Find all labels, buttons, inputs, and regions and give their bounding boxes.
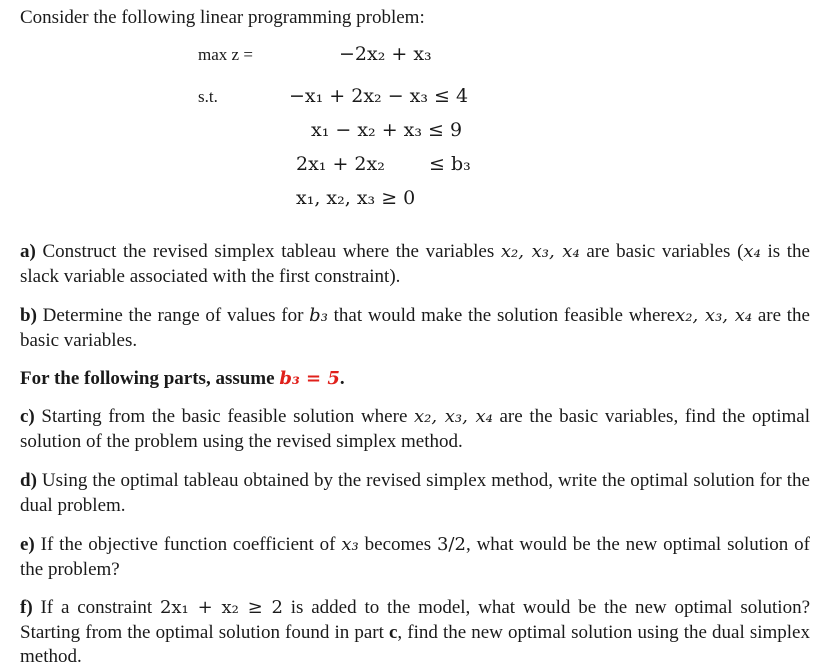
part-b-text-2: that would make the solution feasible where — [327, 305, 676, 326]
part-c-text-2: are the basic variables, find the optimal solution of the problem using the revised simplex method. — [20, 406, 811, 452]
assumption-value: b₃ = 5 — [279, 368, 340, 389]
part-b-vars: x₂, x₃, x₄ — [675, 305, 753, 326]
part-a-text-3: is the slack variable associated with the first constraint). — [20, 241, 810, 287]
part-f-text-3: , find the new optimal solution using the dual simplex method. — [20, 621, 810, 667]
objective-label: max z = — [198, 45, 253, 64]
part-f-part-ref: c — [388, 621, 398, 643]
part-a — [20, 240, 810, 289]
lp-model — [0, 0, 835, 220]
part-e-label: e) — [20, 534, 35, 555]
part-d-text: Using the optimal tableau obtained by the revised simplex method, write the optimal solution for the dual problem. — [20, 470, 810, 516]
part-e-value: 3/2 — [436, 534, 466, 555]
part-f-constraint: 2x₁ + x₂ ≥ 2 — [159, 597, 283, 618]
part-a-text-2: are basic variables ( — [579, 241, 744, 262]
part-a-label: a) — [20, 241, 36, 262]
constraint-3-lhs: 2x₁ + 2x₂ — [296, 153, 385, 175]
assumption-text: For the following parts, assume — [20, 368, 280, 389]
problem-intro: Consider the following linear programming problem: — [20, 7, 425, 28]
constraint-1: −x₁ + 2x₂ − x₃ ≤ 4 — [289, 85, 469, 107]
constraint-3-rhs: ≤ b₃ — [429, 153, 471, 175]
part-a-vars: x₂, x₃, x₄ — [500, 241, 580, 262]
part-f — [20, 596, 810, 670]
part-d — [20, 469, 810, 518]
objective-function: −2x₂ + x₃ — [339, 43, 432, 65]
part-d-label: d) — [20, 470, 37, 491]
part-a-x4: x₄ — [743, 241, 761, 262]
part-c-label: c) — [20, 406, 35, 427]
part-b-text-3: are the basic variables. — [20, 305, 810, 351]
part-e-text-3: , what would be the new optimal solution of the problem? — [20, 534, 810, 580]
part-e-x3: x₃ — [341, 534, 359, 555]
subject-to-label: s.t. — [198, 87, 218, 106]
part-e — [20, 533, 810, 582]
part-f-text-1: If a constraint — [32, 597, 160, 618]
nonnegativity-constraint: x₁, x₂, x₃ ≥ 0 — [296, 187, 416, 209]
part-e-text-1: If the objective function coefficient of — [34, 534, 342, 555]
part-e-text-2: becomes — [358, 534, 437, 555]
part-f-text-2: is added to the model, what would be the new optimal solution? Starting from the optimal solution found in part — [20, 597, 810, 643]
part-b — [20, 304, 810, 353]
constraint-2: x₁ − x₂ + x₃ ≤ 9 — [311, 119, 463, 141]
assumption-end: . — [339, 368, 345, 389]
part-a-text-1: Construct the revised simplex tableau where the variables — [35, 241, 501, 262]
assumption-note — [20, 367, 810, 392]
part-c-text-1: Starting from the basic feasible solution where — [34, 406, 415, 427]
part-c — [20, 405, 810, 454]
part-b-b3: b₃ — [309, 305, 328, 326]
part-b-label: b) — [20, 305, 37, 326]
part-b-text-1: Determine the range of values for — [36, 305, 310, 326]
part-f-label: f) — [20, 597, 33, 618]
part-c-vars: x₂, x₃, x₄ — [414, 406, 493, 427]
